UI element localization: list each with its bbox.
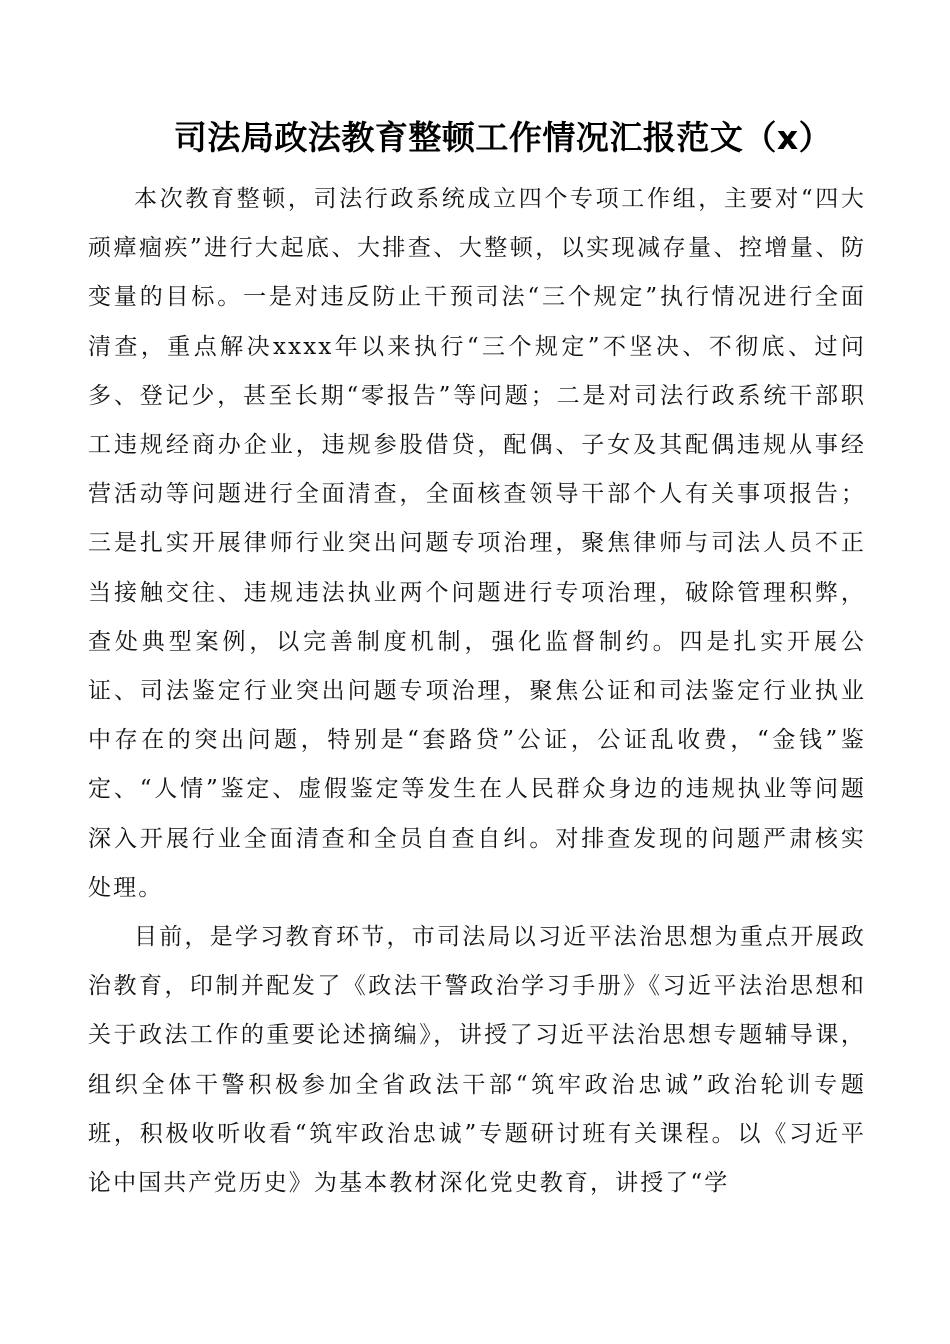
document-title: 司法局政法教育整顿工作情况汇报范文（x） xyxy=(173,118,833,157)
paragraph-2: 目前，是学习教育环节，市司法局以习近平法治思想为重点开展政治教育，印制并配发了《政法干警政治学习手册》《习近平法治思想和关于政法工作的重要论述摘编》，讲授了习近平法治思想专题辅导课，组织全体干警积极参加全省政法干部“筑牢政治忠诚”政治轮训专题班，积极收听收看“筑牢政治忠诚”专题研讨班有关课程。以《习近平论中国共产党历史》为基本教材深化党史教育，讲授了“学 xyxy=(88,924,866,1197)
document-body xyxy=(88,175,866,1208)
paragraph-1: 本次教育整顿，司法行政系统成立四个专项工作组，主要对“四大顽瘴痼疾”进行大起底、大排查、大整顿，以实现减存量、控增量、防变量的目标。一是对违反防止干预司法“三个规定”执行情况进行全面清查，重点解决xxxx年以来执行“三个规定”不坚决、不彻底、过问多、登记少，甚至长期“零报告”等问题；二是对司法行政系统干部职工违规经商办企业，违规参股借贷，配偶、子女及其配偶违规从事经营活动等问题进行全面清查，全面核查领导干部个人有关事项报告；三是扎实开展律师行业突出问题专项治理，聚焦律师与司法人员不正当接触交往、违规违法执业两个问题进行专项治理，破除管理积弊，查处典型案例，以完善制度机制，强化监督制约。四是扎实开展公证、司法鉴定行业突出问题专项治理，聚焦公证和司法鉴定行业执业中存在的突出问题，特别是“套路贷”公证，公证乱收费，“金钱”鉴定、“人情”鉴定、虚假鉴定等发生在人民群众身边的违规执业等问题深入开展行业全面清查和全员自查自纠。对排查发现的问题严肃核实处理。 xyxy=(88,186,866,901)
